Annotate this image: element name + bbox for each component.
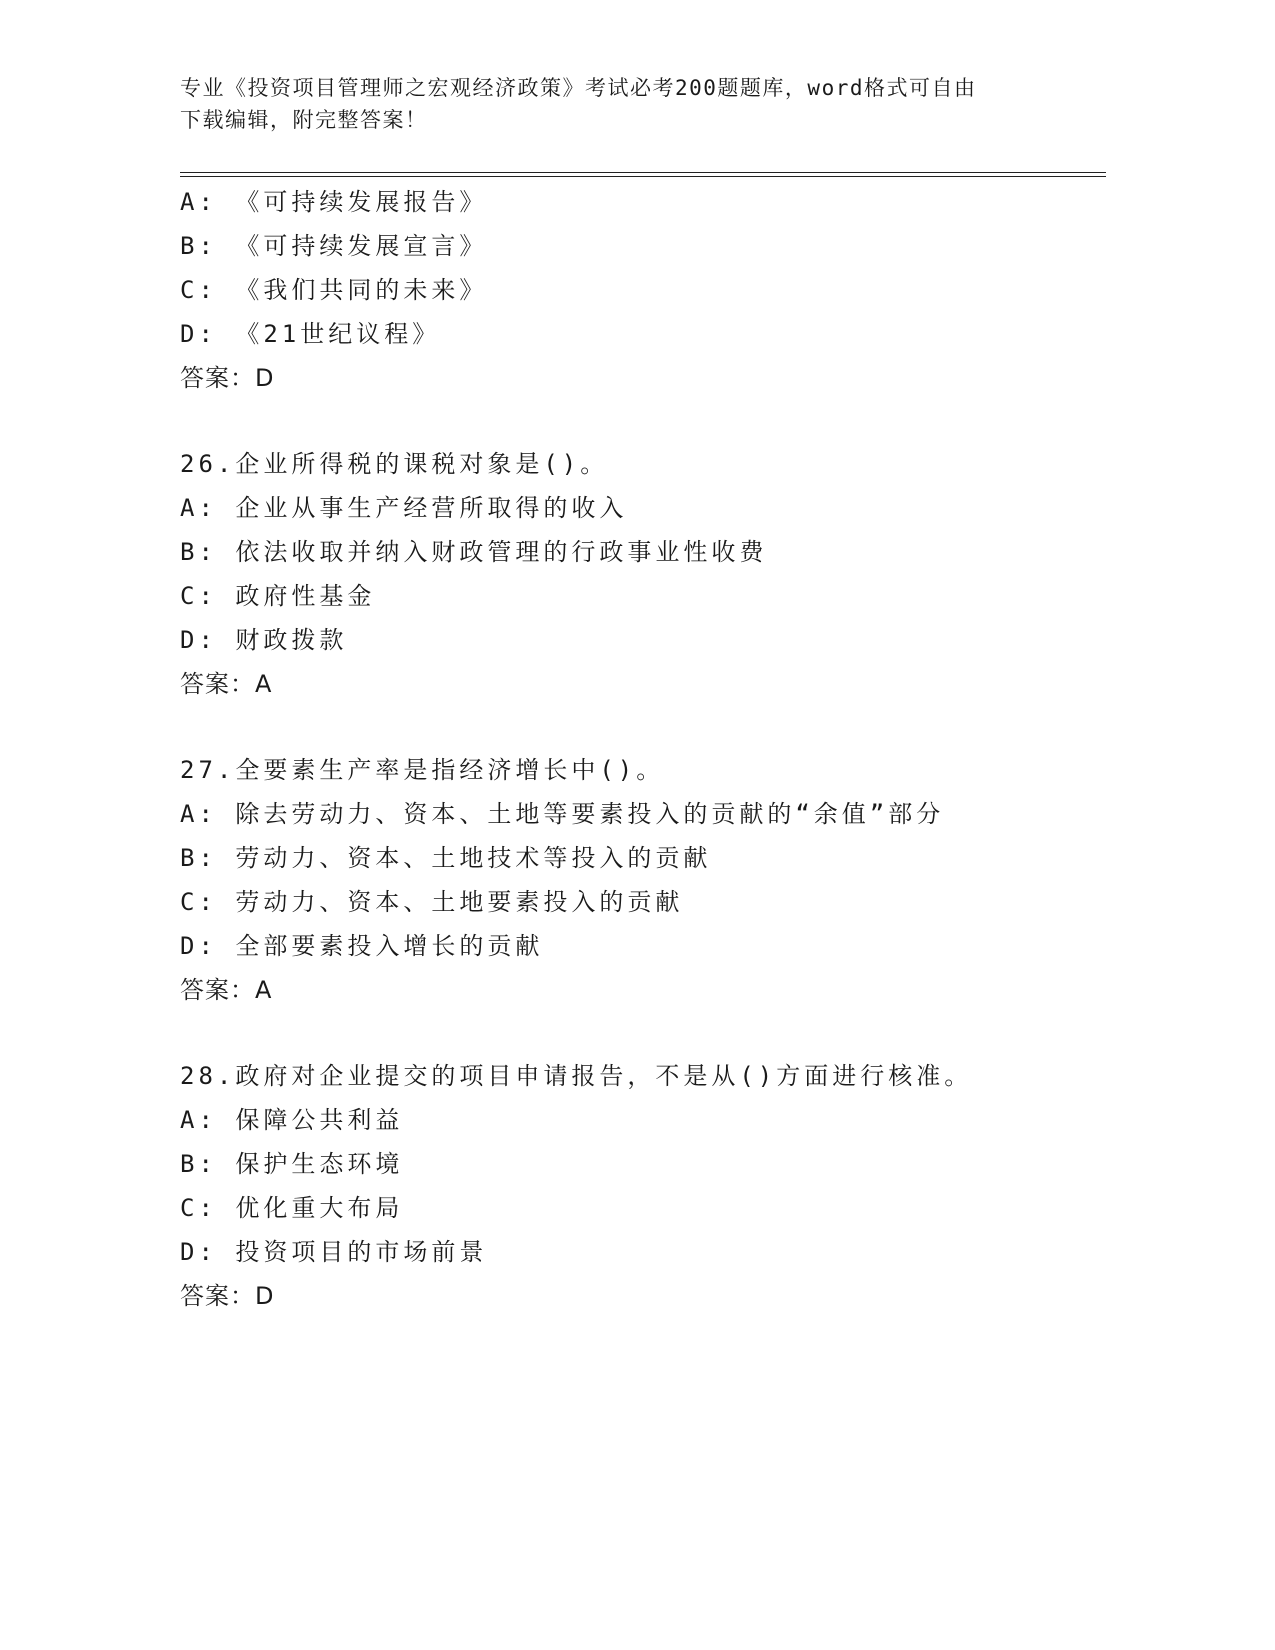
answer-line: 答案：A: [180, 670, 273, 698]
question-block-27: [180, 748, 1110, 1012]
option-b: B: 依法收取并纳入财政管理的行政事业性收费: [180, 538, 768, 566]
option-b: B: 《可持续发展宣言》: [180, 232, 488, 260]
option-d: D: 全部要素投入增长的贡献: [180, 932, 544, 960]
spacer: [180, 1012, 1110, 1054]
option-d: D: 《21世纪议程》: [180, 320, 441, 348]
option-b: B: 劳动力、资本、土地技术等投入的贡献: [180, 844, 712, 872]
question-stem: 26.企业所得税的课税对象是()。: [180, 450, 609, 478]
option-b: B: 保护生态环境: [180, 1150, 404, 1178]
option-a: A: 企业从事生产经营所取得的收入: [180, 494, 628, 522]
option-c: C: 劳动力、资本、土地要素投入的贡献: [180, 888, 684, 916]
header-line-1: 专业《投资项目管理师之宏观经济政策》考试必考200题题库，word格式可自由: [180, 76, 977, 100]
answer-line: 答案：A: [180, 976, 273, 1004]
question-stem: 27.全要素生产率是指经济增长中()。: [180, 756, 665, 784]
option-d: D: 投资项目的市场前景: [180, 1238, 488, 1266]
option-c: C: 政府性基金: [180, 582, 376, 610]
question-block-28: [180, 1054, 1110, 1318]
question-block-25: [180, 180, 1110, 400]
option-d: D: 财政拨款: [180, 626, 348, 654]
spacer: [180, 706, 1110, 748]
answer-line: 答案：D: [180, 364, 275, 392]
question-list: [180, 180, 1110, 1318]
option-c: C: 《我们共同的未来》: [180, 276, 488, 304]
page-header: [180, 72, 1040, 136]
answer-line: 答案：D: [180, 1282, 275, 1310]
header-line-2: 下载编辑，附完整答案！: [180, 108, 428, 132]
question-block-26: [180, 442, 1110, 706]
option-a: A: 除去劳动力、资本、土地等要素投入的贡献的“余值”部分: [180, 800, 945, 828]
option-a: A: 《可持续发展报告》: [180, 188, 488, 216]
option-a: A: 保障公共利益: [180, 1106, 404, 1134]
header-divider: [180, 172, 1106, 177]
spacer: [180, 400, 1110, 442]
option-c: C: 优化重大布局: [180, 1194, 404, 1222]
question-stem: 28.政府对企业提交的项目申请报告，不是从()方面进行核准。: [180, 1062, 973, 1090]
